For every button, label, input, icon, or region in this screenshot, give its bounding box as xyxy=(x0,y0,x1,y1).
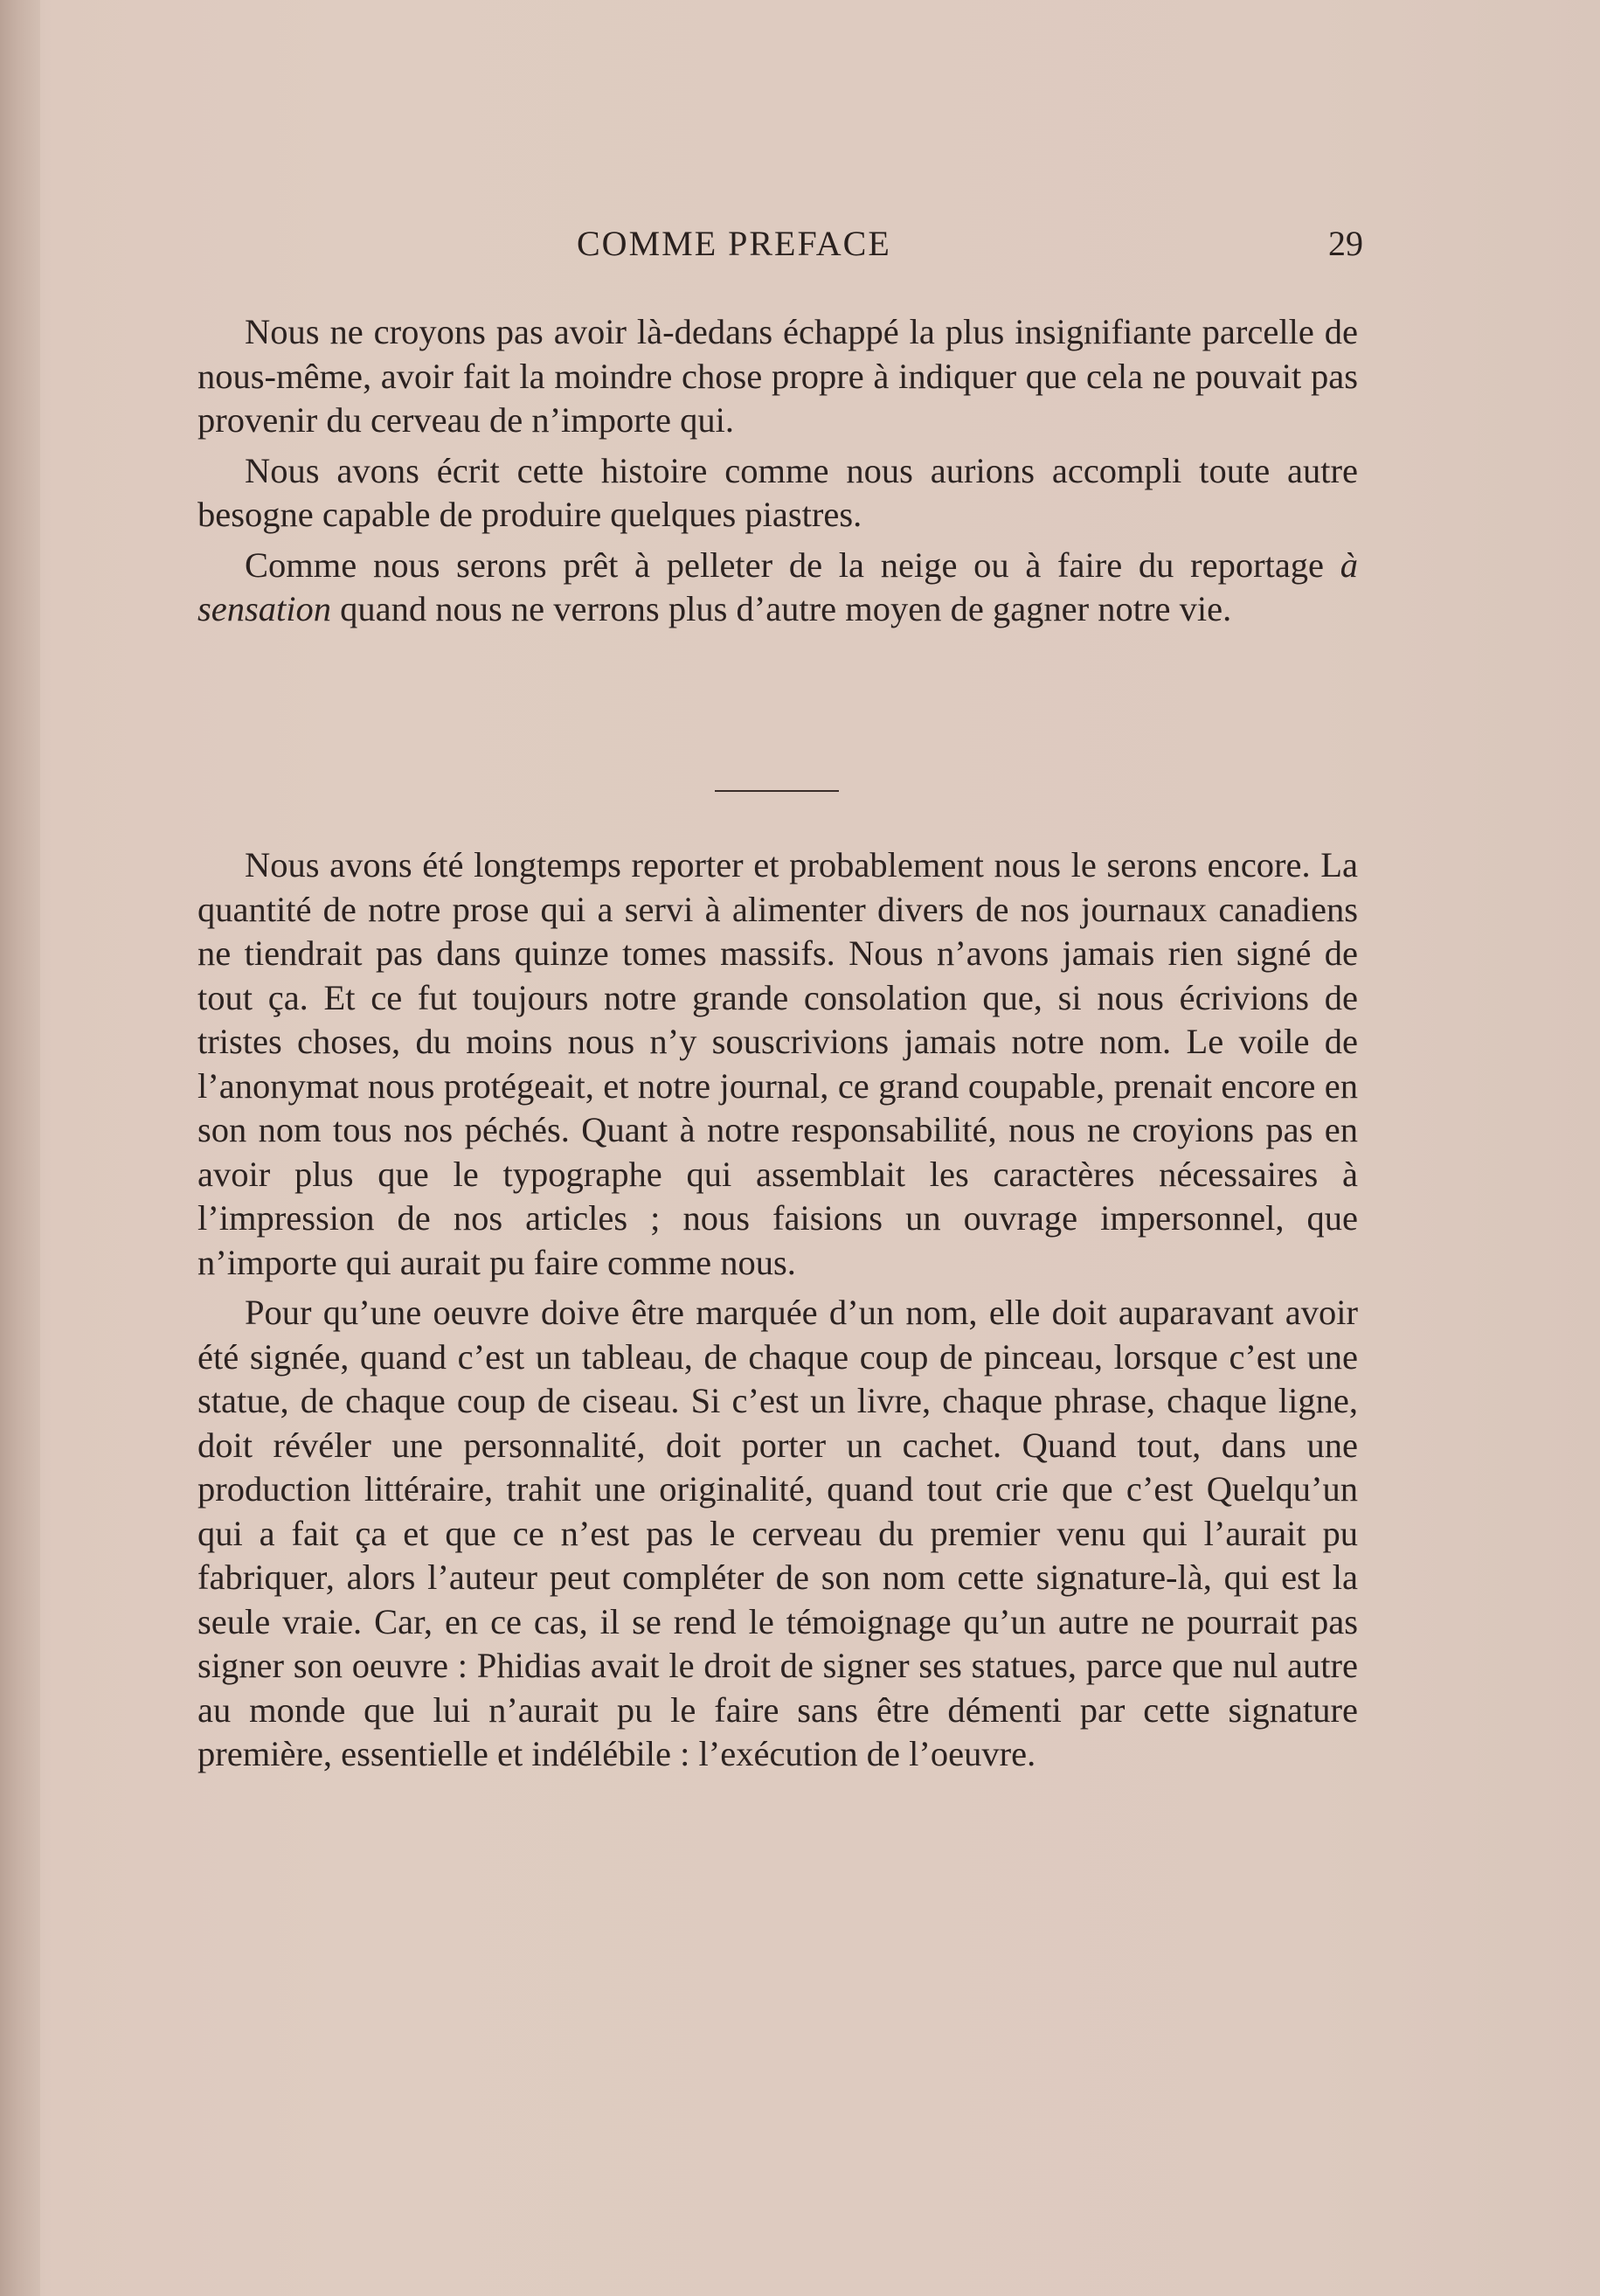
paragraph xyxy=(197,544,1358,632)
paragraph-text: Comme nous serons prêt à pelleter de la neige ou à faire du reportage xyxy=(245,545,1340,585)
paragraph: Nous avons écrit cette histoire comme nous aurions accompli toute autre besogne capable de produire quelques piastres. xyxy=(197,450,1358,534)
page-number: 29 xyxy=(1328,224,1363,263)
paragraph-text: quand nous ne verrons plus d’autre moyen de gagner notre vie. xyxy=(331,589,1232,628)
paragraph: Pour qu’une oeuvre doive être marquée d’un nom, elle doit auparavant avoir été signée, quand c’est un tableau, de chaque coup de pinceau, lorsque c’est une statue, de chaque coup de ciseau. Si c’est un livre, chaque phrase, chaque ligne, doit révéler une personnalité, doit porter un cachet. Quand tout, dans une production littéraire, trahit une originalité, quand tout crie que c’est Quelqu’un qui a fait ça et que ce n’est pas le cerveau du premier venu qui l’aurait pu fabriquer, alors l’auteur peut compléter de son nom cette signature-là, qui est la seule vraie. Car, en ce cas, il se rend le témoignage qu’un autre ne pourrait pas signer son oeuvre : Phidias avait le droit de signer ses statues, parce que nul autre au monde que lui n’aurait pu le faire sans être démenti par cette signature première, essentielle et indélébile : l’exécution de l’oeuvre. xyxy=(197,1293,1358,1773)
text-section-1 xyxy=(197,310,1358,632)
page-header xyxy=(201,223,1363,275)
book-gutter-shadow xyxy=(0,0,40,2296)
paragraph: Nous ne croyons pas avoir là-dedans échappé la plus insignifiante parcelle de nous-même, avoir fait la moindre chose propre à indiquer que cela ne pouvait pas provenir du cerveau de n’importe qui. xyxy=(197,312,1358,440)
italic-phrase: à sensation xyxy=(197,545,1358,628)
text-section-2 xyxy=(197,843,1358,1777)
paragraph: Nous avons été longtemps reporter et probablement nous le serons encore. La quantité de notre prose qui a servi à alimenter divers de nos journaux canadiens ne tiendrait pas dans quinze tomes massifs. Nous n’avons jamais rien signé de tout ça. Et ce fut toujours notre grande consolation que, si nous écrivions de tristes choses, du moins nous n’y souscrivions jamais notre nom. Le voile de l’anonymat nous protégeait, et notre journal, ce grand coupable, prenait encore en son nom tous nos péchés. Quant à notre responsabilité, nous ne croyions pas en avoir plus que le typographe qui assemblait les caractères nécessaires à l’impression de nos articles ; nous faisions un ouvrage impersonnel, que n’importe qui aurait pu faire comme nous. xyxy=(197,845,1358,1282)
running-title: COMME PREFACE xyxy=(577,224,891,263)
section-divider xyxy=(715,790,839,792)
